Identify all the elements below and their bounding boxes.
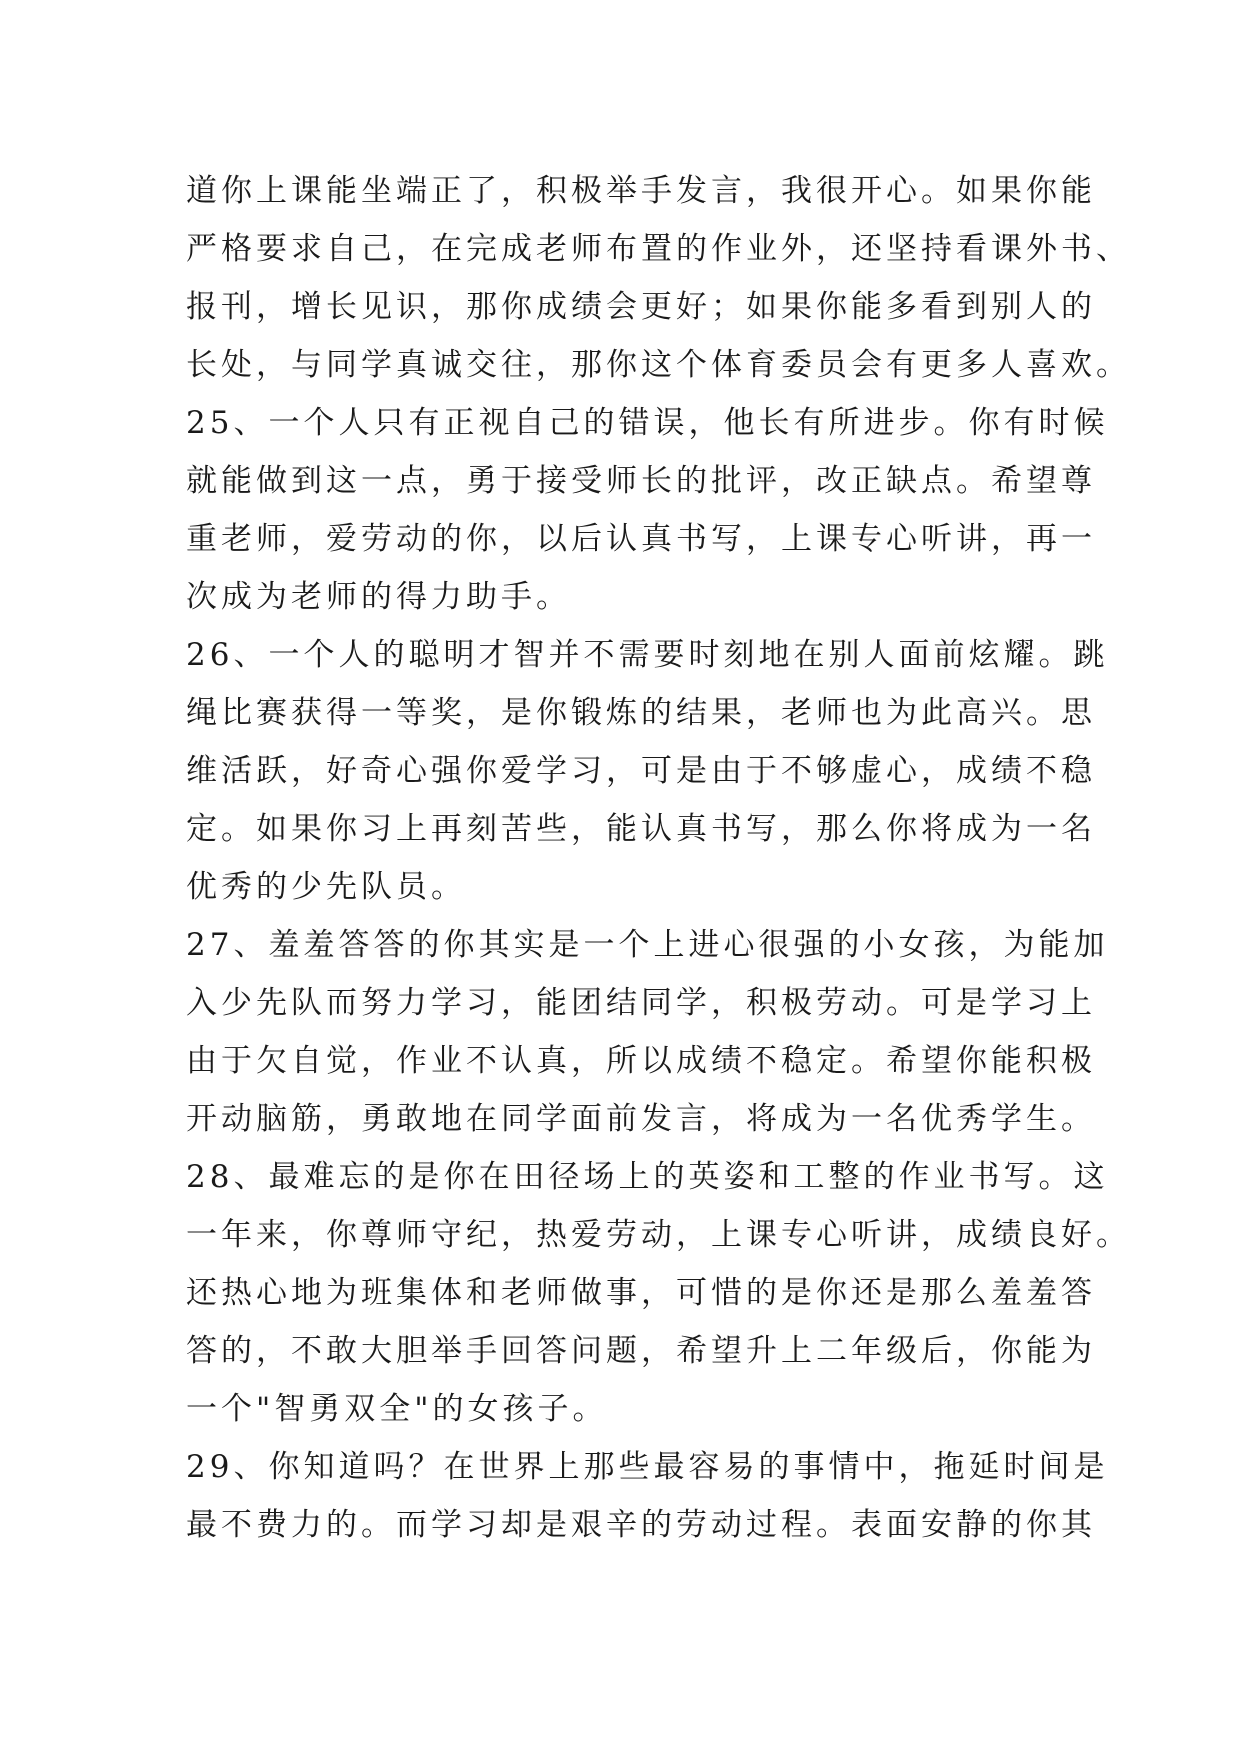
text-line: 严格要求自己，在完成老师布置的作业外，还坚持看课外书、 <box>186 231 1131 267</box>
text-line: 开动脑筋，勇敢地在同学面前发言，将成为一名优秀学生。 <box>186 1101 1096 1137</box>
text-line: 最不费力的。而学习却是艰辛的劳动过程。表面安静的你其 <box>186 1507 1096 1543</box>
text-line: 一个"智勇双全"的女孩子。 <box>186 1391 608 1427</box>
text-line: 答的，不敢大胆举手回答问题，希望升上二年级后，你能为 <box>186 1333 1096 1369</box>
text-line: 优秀的少先队员。 <box>186 869 466 905</box>
text-line: 维活跃，好奇心强你爱学习，可是由于不够虚心，成绩不稳 <box>186 753 1096 789</box>
text-line: 26、一个人的聪明才智并不需要时刻地在别人面前炫耀。跳 <box>186 637 1109 673</box>
document-body <box>186 162 1131 1554</box>
text-line: 就能做到这一点，勇于接受师长的批评，改正缺点。希望尊 <box>186 463 1096 499</box>
text-line: 25、一个人只有正视自己的错误，他长有所进步。你有时候 <box>186 405 1109 441</box>
text-line: 28、最难忘的是你在田径场上的英姿和工整的作业书写。这 <box>186 1159 1109 1195</box>
text-line: 绳比赛获得一等奖，是你锻炼的结果，老师也为此高兴。思 <box>186 695 1096 731</box>
text-line: 29、你知道吗？在世界上那些最容易的事情中，拖延时间是 <box>186 1449 1109 1485</box>
text-line: 道你上课能坐端正了，积极举手发言，我很开心。如果你能 <box>186 173 1096 209</box>
text-line: 27、羞羞答答的你其实是一个上进心很强的小女孩，为能加 <box>186 927 1109 963</box>
text-line: 一年来，你尊师守纪，热爱劳动，上课专心听讲，成绩良好。 <box>186 1217 1131 1253</box>
text-line: 重老师，爱劳动的你，以后认真书写，上课专心听讲，再一 <box>186 521 1096 557</box>
text-line: 长处，与同学真诚交往，那你这个体育委员会有更多人喜欢。 <box>186 347 1131 383</box>
text-line: 报刊，增长见识，那你成绩会更好；如果你能多看到别人的 <box>186 289 1096 325</box>
text-line: 还热心地为班集体和老师做事，可惜的是你还是那么羞羞答 <box>186 1275 1096 1311</box>
text-line: 定。如果你习上再刻苦些，能认真书写，那么你将成为一名 <box>186 811 1096 847</box>
text-line: 由于欠自觉，作业不认真，所以成绩不稳定。希望你能积极 <box>186 1043 1096 1079</box>
text-line: 入少先队而努力学习，能团结同学，积极劳动。可是学习上 <box>186 985 1096 1021</box>
text-line: 次成为老师的得力助手。 <box>186 579 571 615</box>
